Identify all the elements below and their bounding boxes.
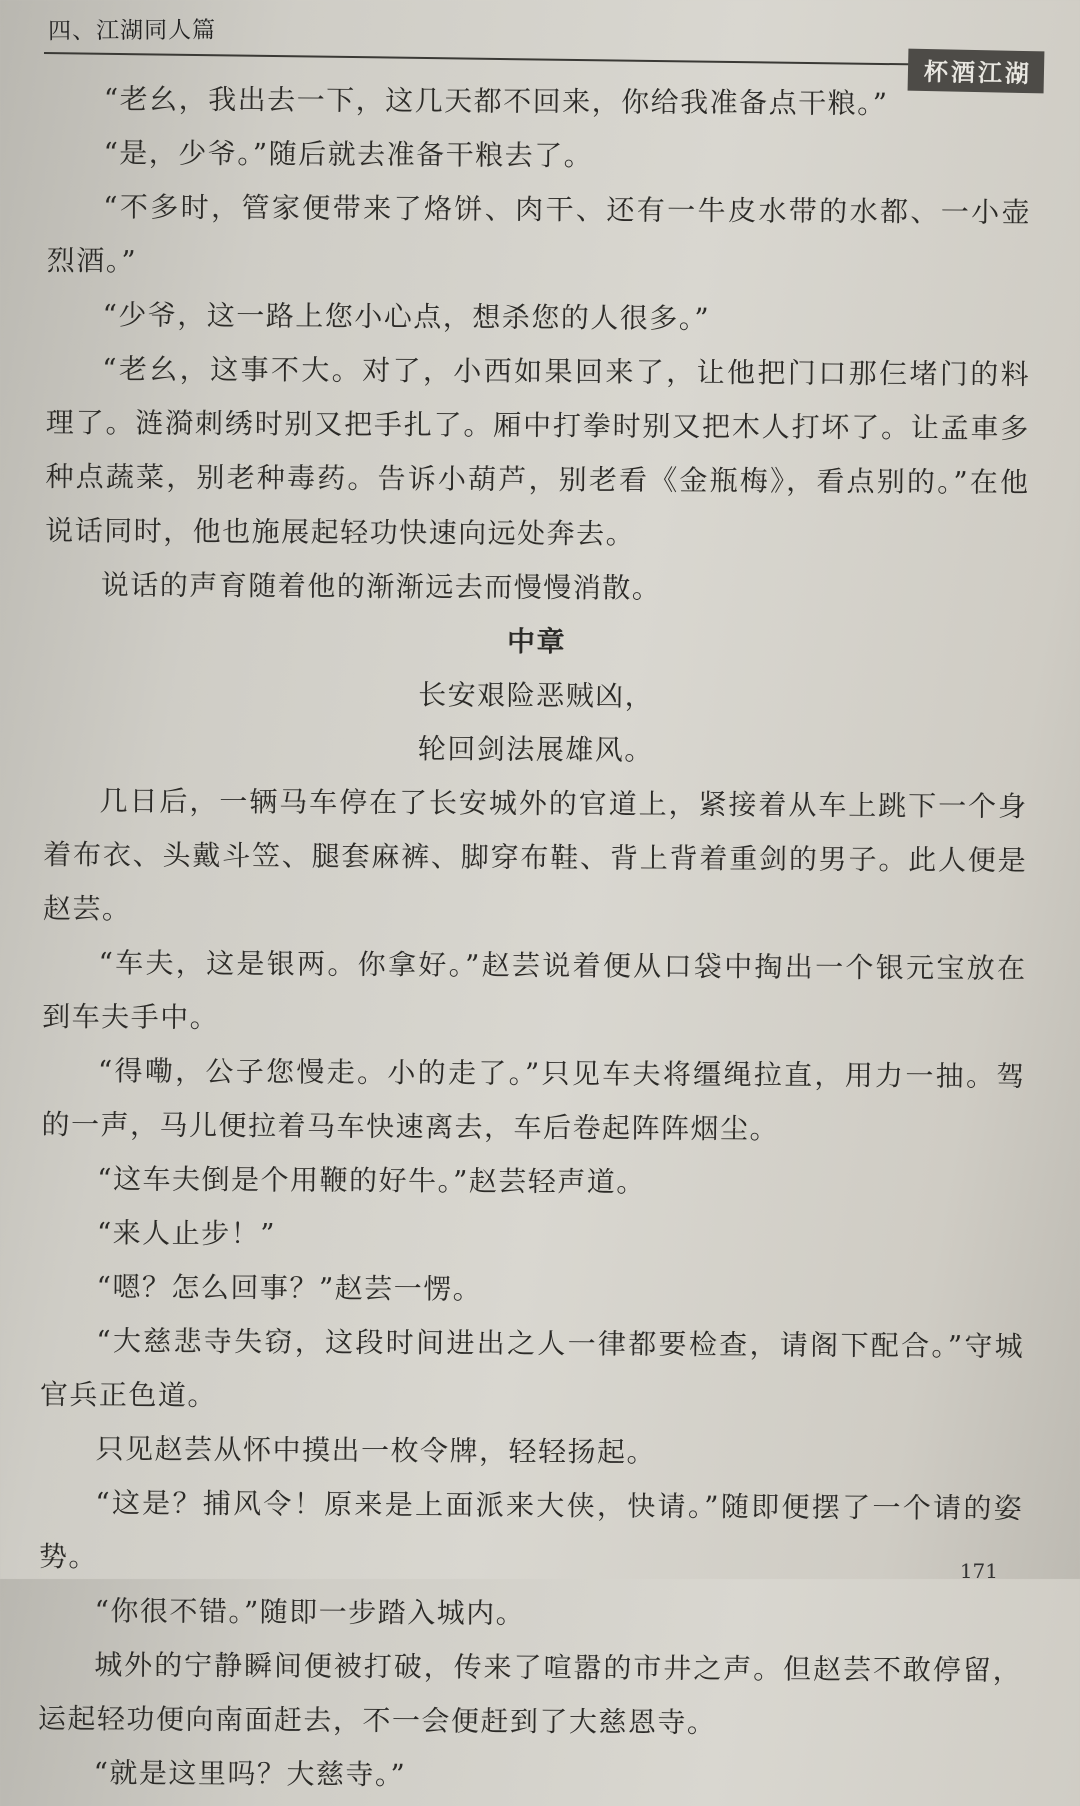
paragraph: “老幺，我出去一下，这几天都不回来，你给我准备点干粮。” — [103, 82, 889, 121]
paragraph: “得嘞，公子您慢走。小的走了。”只见车夫将缰绳拉直，用力一抽。驾的一声，马儿便拉着马车快速离去，车后卷起阵阵烟尘。 — [41, 1054, 1026, 1146]
verse-line: 轮回剑法展雄风。 — [417, 732, 654, 767]
paragraph: 只见赵芸从怀中摸出一枚令牌，轻轻扬起。 — [95, 1432, 657, 1469]
paragraph: “就是这里吗？大慈寺。” — [93, 1756, 407, 1792]
paragraph: “是，少爷。”随后就去准备干粮去了。 — [103, 136, 594, 173]
paragraph: “来人止步！” — [96, 1216, 277, 1251]
paragraph: “你很不错。”随即一步踏入城内。 — [94, 1594, 526, 1630]
paragraph: 城外的宁静瞬间便被打破，传来了喧嚣的市井之声。但赵芸不敢停留，运起轻功便向南面赶去，不一会便赶到了大慈恩寺。 — [37, 1648, 1023, 1740]
paragraph: 几日后，一辆马车停在了长安城外的官道上，紧接着从车上跳下一个身着布衣、头戴斗笠、腿套麻裤、脚穿布鞋、背上背着重剑的男子。此人便是赵芸。 — [42, 784, 1028, 926]
paragraph: “这是？捕风令！原来是上面派来大侠，快请。”随即便摆了一个请的姿势。 — [38, 1486, 1024, 1574]
page-body — [37, 72, 1032, 1806]
paragraph: “少爷，这一路上您小心点，想杀您的人很多。” — [102, 298, 711, 336]
paragraph: “车夫，这是银两。你拿好。”赵芸说着便从口袋中掏出一个银元宝放在到车夫手中。 — [42, 946, 1027, 1035]
paragraph: “不多时，管家便带来了烙饼、肉干、还有一牛皮水带的水都、一小壶烈酒。” — [46, 190, 1032, 278]
running-head-book-title: 杯酒江湖 — [908, 49, 1045, 94]
paragraph: “这车夫倒是个用鞭的好牛。”赵芸轻声道。 — [97, 1162, 646, 1199]
page-number: 171 — [959, 1559, 998, 1583]
verse-line: 长安艰险恶贼凶， — [418, 678, 655, 713]
header-rule — [44, 52, 1034, 67]
paragraph: “老幺，这事不大。对了，小西如果回来了，让他把门口那仨堵门的料理了。涟漪刺绣时别又把手扎了。厢中打拳时别又把木人打坏了。让孟車多种点蔬菜，别老种毒药。告诉小葫芦，别老看《金瓶梅》，看点别的。”在他说话同时，他也施展起轻功快速向远处奔去。 — [45, 352, 1031, 551]
paragraph: 说话的声育随着他的渐渐远去而慢慢消散。 — [100, 568, 662, 605]
paragraph: “大慈悲寺失窃，这段时间进出之人一律都要检查，请阁下配合。”守城官兵正色道。 — [39, 1324, 1025, 1413]
chapter-title: 中章 — [506, 624, 567, 659]
paragraph: “嗯？怎么回事？”赵芸一愣。 — [96, 1270, 483, 1306]
running-head-section: 四、江湖同人篇 — [47, 17, 217, 45]
